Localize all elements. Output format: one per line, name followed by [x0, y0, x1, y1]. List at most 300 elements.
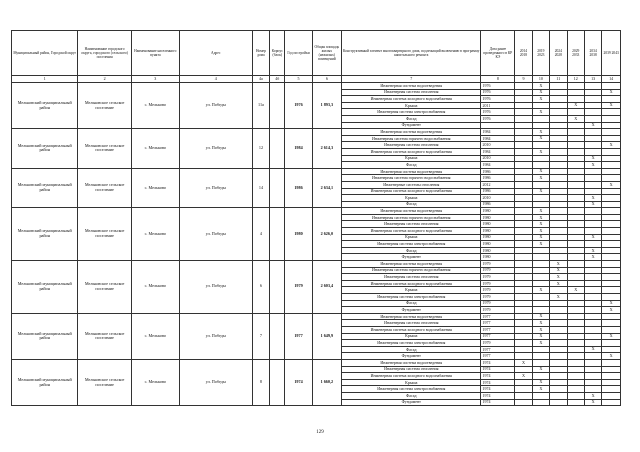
period-mark-cell: [567, 155, 584, 162]
period-mark-cell: [550, 326, 567, 333]
last-repair-cell: 1979: [481, 300, 515, 307]
last-repair-cell: 1984: [481, 148, 515, 155]
period-mark-cell: [602, 346, 621, 353]
last-repair-cell: 1974: [481, 386, 515, 393]
period-mark-cell: X: [532, 241, 549, 248]
period-mark-cell: [550, 320, 567, 327]
area-cell: 2 614,3: [312, 129, 341, 169]
period-mark-cell: [567, 208, 584, 215]
locality-cell: с. Мельково: [131, 359, 179, 405]
element-cell: Фундамент: [342, 353, 481, 360]
element-cell: Крыша: [342, 234, 481, 241]
period-mark-cell: [602, 155, 621, 162]
period-mark-cell: [550, 300, 567, 307]
build-year-cell: 1977: [285, 313, 312, 359]
last-repair-cell: 1977: [481, 326, 515, 333]
last-repair-cell: 1980: [481, 241, 515, 248]
period-mark-cell: [515, 135, 532, 142]
period-mark-cell: [532, 294, 549, 301]
period-mark-cell: [602, 254, 621, 261]
last-repair-cell: 1976: [481, 89, 515, 96]
period-mark-cell: [602, 241, 621, 248]
period-mark-cell: [567, 320, 584, 327]
period-mark-cell: [567, 214, 584, 221]
period-mark-cell: X: [584, 346, 601, 353]
period-mark-cell: [550, 313, 567, 320]
period-mark-cell: [584, 109, 601, 116]
element-cell: Инженерная система отопления: [342, 142, 481, 149]
period-mark-cell: [584, 340, 601, 347]
district-cell: Мельковский муниципальный район: [12, 168, 78, 208]
block-cell: [270, 129, 285, 169]
build-year-cell: 1974: [285, 359, 312, 405]
header-district: Муниципальный район, Городской округ: [12, 31, 78, 76]
column-number: 3: [131, 76, 179, 83]
period-mark-cell: [567, 83, 584, 90]
locality-cell: с. Мельково: [131, 208, 179, 261]
locality-cell: с. Мельково: [131, 261, 179, 314]
district-cell: Мельковский муниципальный район: [12, 261, 78, 314]
period-mark-cell: [515, 122, 532, 129]
period-mark-cell: [567, 96, 584, 103]
period-mark-cell: [550, 102, 567, 109]
period-mark-cell: [584, 261, 601, 268]
period-mark-cell: [567, 135, 584, 142]
period-mark-cell: [584, 129, 601, 136]
build-year-cell: 1984: [285, 129, 312, 169]
period-mark-cell: [602, 379, 621, 386]
period-mark-cell: [532, 254, 549, 261]
last-repair-cell: 1986: [481, 175, 515, 182]
header-row: [12, 31, 621, 76]
element-cell: Инженерная система холодного водоснабжения: [342, 373, 481, 380]
last-repair-cell: 1986: [481, 168, 515, 175]
period-mark-cell: [567, 267, 584, 274]
build-year-cell: 1976: [285, 83, 312, 129]
address-cell: ул. Победы: [179, 83, 252, 129]
last-repair-cell: 1979: [481, 307, 515, 314]
period-mark-cell: [602, 221, 621, 228]
last-repair-cell: 1979: [481, 280, 515, 287]
period-mark-cell: [550, 228, 567, 235]
period-mark-cell: X: [584, 247, 601, 254]
period-mark-cell: X: [532, 228, 549, 235]
period-mark-cell: [584, 386, 601, 393]
header-house-number: Номер дома: [252, 31, 269, 76]
period-mark-cell: X: [550, 294, 567, 301]
period-mark-cell: [584, 359, 601, 366]
address-cell: ул. Победы: [179, 168, 252, 208]
area-cell: 1 649,9: [312, 313, 341, 359]
period-mark-cell: [567, 142, 584, 149]
period-mark-cell: [567, 346, 584, 353]
period-mark-cell: [584, 208, 601, 215]
table-row: [12, 168, 621, 175]
settlement-cell: Мельковское сельское поселение: [78, 359, 131, 405]
period-mark-cell: [567, 392, 584, 399]
period-mark-cell: [584, 115, 601, 122]
period-mark-cell: X: [602, 353, 621, 360]
address-cell: ул. Победы: [179, 261, 252, 314]
last-repair-cell: 2011: [481, 102, 515, 109]
element-cell: Инженерная система электроснабжения: [342, 340, 481, 347]
period-mark-cell: X: [532, 379, 549, 386]
element-cell: Фасад: [342, 201, 481, 208]
period-mark-cell: [515, 89, 532, 96]
period-mark-cell: [515, 379, 532, 386]
element-cell: Инженерная система водоотведения: [342, 313, 481, 320]
period-mark-cell: X: [550, 267, 567, 274]
period-mark-cell: [550, 366, 567, 373]
period-mark-cell: [567, 326, 584, 333]
area-cell: 2 626,0: [312, 208, 341, 261]
period-mark-cell: X: [532, 234, 549, 241]
period-mark-cell: [550, 353, 567, 360]
period-mark-cell: [550, 333, 567, 340]
element-cell: Фундамент: [342, 254, 481, 261]
period-mark-cell: [515, 320, 532, 327]
period-mark-cell: [515, 109, 532, 116]
period-mark-cell: [550, 195, 567, 202]
period-mark-cell: X: [584, 155, 601, 162]
house-number-cell: 6: [252, 261, 269, 314]
period-mark-cell: [602, 274, 621, 281]
element-cell: Фасад: [342, 115, 481, 122]
period-mark-cell: [515, 148, 532, 155]
element-cell: Фасад: [342, 162, 481, 169]
table-body: [12, 83, 621, 406]
last-repair-cell: 1977: [481, 320, 515, 327]
period-mark-cell: [515, 366, 532, 373]
period-mark-cell: [532, 261, 549, 268]
period-mark-cell: X: [532, 313, 549, 320]
last-repair-cell: 1984: [481, 129, 515, 136]
period-mark-cell: [515, 195, 532, 202]
header-block: Корпус (блок): [270, 31, 285, 76]
header-locality: Наименование населенного пункта: [131, 31, 179, 76]
period-mark-cell: X: [567, 287, 584, 294]
period-mark-cell: X: [532, 148, 549, 155]
period-mark-cell: X: [532, 287, 549, 294]
period-mark-cell: [567, 109, 584, 116]
element-cell: Инженерная система отопления: [342, 274, 481, 281]
period-mark-cell: [584, 214, 601, 221]
period-mark-cell: [532, 307, 549, 314]
element-cell: Фасад: [342, 247, 481, 254]
period-mark-cell: [550, 346, 567, 353]
period-mark-cell: [550, 287, 567, 294]
period-mark-cell: [515, 287, 532, 294]
period-mark-cell: [567, 373, 584, 380]
element-cell: Инженерная система отопления: [342, 221, 481, 228]
period-mark-cell: [532, 392, 549, 399]
house-number-cell: 7: [252, 313, 269, 359]
period-mark-cell: [550, 373, 567, 380]
period-mark-cell: [567, 300, 584, 307]
locality-cell: с. Мельково: [131, 313, 179, 359]
period-mark-cell: [602, 313, 621, 320]
period-mark-cell: [567, 188, 584, 195]
period-mark-cell: [567, 89, 584, 96]
period-mark-cell: [532, 201, 549, 208]
period-mark-cell: [584, 135, 601, 142]
element-cell: Инженерная система электроснабжения: [342, 386, 481, 393]
column-number: 4а: [252, 76, 269, 83]
period-mark-cell: [515, 83, 532, 90]
period-mark-cell: [584, 142, 601, 149]
settlement-cell: Мельковское сельское поселение: [78, 313, 131, 359]
element-cell: Инженерная система водоотведения: [342, 83, 481, 90]
house-number-cell: 12: [252, 129, 269, 169]
period-mark-cell: X: [602, 300, 621, 307]
period-mark-cell: [550, 89, 567, 96]
period-mark-cell: [532, 142, 549, 149]
area-cell: 1 893,3: [312, 83, 341, 129]
period-mark-cell: [602, 115, 621, 122]
period-mark-cell: X: [532, 168, 549, 175]
period-mark-cell: [515, 208, 532, 215]
period-mark-cell: [515, 274, 532, 281]
element-cell: Инженерная система горячего водоснабжения: [342, 175, 481, 182]
period-mark-cell: X: [532, 109, 549, 116]
period-mark-cell: [602, 135, 621, 142]
header-address: Адрес: [179, 31, 252, 76]
period-mark-cell: [584, 89, 601, 96]
period-mark-cell: [515, 221, 532, 228]
settlement-cell: Мельковское сельское поселение: [78, 208, 131, 261]
last-repair-cell: 1977: [481, 313, 515, 320]
period-mark-cell: [515, 307, 532, 314]
period-mark-cell: X: [532, 83, 549, 90]
period-mark-cell: [532, 195, 549, 202]
column-number: 4: [179, 76, 252, 83]
last-repair-cell: 1976: [481, 96, 515, 103]
period-mark-cell: X: [532, 333, 549, 340]
period-mark-cell: [584, 373, 601, 380]
period-mark-cell: [515, 168, 532, 175]
period-mark-cell: [567, 254, 584, 261]
build-year-cell: 1986: [285, 168, 312, 208]
period-mark-cell: [532, 155, 549, 162]
period-mark-cell: [567, 399, 584, 406]
capital-repair-table: [11, 30, 621, 406]
period-mark-cell: [602, 228, 621, 235]
period-mark-cell: X: [532, 386, 549, 393]
period-mark-cell: [584, 307, 601, 314]
period-mark-cell: [550, 392, 567, 399]
period-mark-cell: X: [584, 399, 601, 406]
last-repair-cell: 1974: [481, 366, 515, 373]
period-mark-cell: X: [532, 175, 549, 182]
last-repair-cell: 1976: [481, 109, 515, 116]
column-number: 8: [481, 76, 515, 83]
period-mark-cell: [515, 353, 532, 360]
period-mark-cell: [602, 392, 621, 399]
period-mark-cell: [567, 168, 584, 175]
period-mark-cell: [602, 148, 621, 155]
period-mark-cell: [584, 287, 601, 294]
last-repair-cell: 1974: [481, 392, 515, 399]
element-cell: Инженерная система водоотведения: [342, 208, 481, 215]
period-mark-cell: X: [584, 392, 601, 399]
period-mark-cell: [515, 254, 532, 261]
period-mark-cell: [550, 142, 567, 149]
area-cell: 2 634,1: [312, 168, 341, 208]
header-period-5: 2034 2038: [584, 31, 601, 76]
period-mark-cell: X: [532, 326, 549, 333]
period-mark-cell: [532, 353, 549, 360]
element-cell: Инженерная система водоотведения: [342, 129, 481, 136]
period-mark-cell: [584, 280, 601, 287]
period-mark-cell: [584, 379, 601, 386]
period-mark-cell: [567, 148, 584, 155]
last-repair-cell: 1974: [481, 373, 515, 380]
column-number: 13: [584, 76, 601, 83]
period-mark-cell: [567, 333, 584, 340]
last-repair-cell: 1980: [481, 214, 515, 221]
last-repair-cell: 1977: [481, 346, 515, 353]
period-mark-cell: [550, 175, 567, 182]
element-cell: Крыша: [342, 287, 481, 294]
period-mark-cell: [550, 129, 567, 136]
period-mark-cell: [602, 373, 621, 380]
build-year-cell: 1979: [285, 261, 312, 314]
period-mark-cell: [567, 353, 584, 360]
last-repair-cell: 1979: [481, 340, 515, 347]
period-mark-cell: [567, 307, 584, 314]
period-mark-cell: [567, 241, 584, 248]
period-mark-cell: X: [515, 359, 532, 366]
period-mark-cell: [602, 188, 621, 195]
element-cell: Фундамент: [342, 122, 481, 129]
period-mark-cell: X: [602, 89, 621, 96]
column-number: 9: [515, 76, 532, 83]
address-cell: ул. Победы: [179, 359, 252, 405]
period-mark-cell: [567, 313, 584, 320]
period-mark-cell: [584, 300, 601, 307]
period-mark-cell: X: [550, 280, 567, 287]
period-mark-cell: X: [532, 208, 549, 215]
district-cell: Мельковский муниципальный район: [12, 313, 78, 359]
element-cell: Фасад: [342, 392, 481, 399]
period-mark-cell: [550, 340, 567, 347]
period-mark-cell: [602, 287, 621, 294]
period-mark-cell: [584, 294, 601, 301]
period-mark-cell: [602, 359, 621, 366]
period-mark-cell: [567, 294, 584, 301]
period-mark-cell: [515, 294, 532, 301]
last-repair-cell: 1986: [481, 201, 515, 208]
element-cell: Инженерная система водоотведения: [342, 168, 481, 175]
period-mark-cell: [550, 168, 567, 175]
last-repair-cell: 1979: [481, 261, 515, 268]
period-mark-cell: [515, 115, 532, 122]
period-mark-cell: [515, 267, 532, 274]
last-repair-cell: 1976: [481, 115, 515, 122]
last-repair-cell: 1979: [481, 294, 515, 301]
block-cell: [270, 261, 285, 314]
period-mark-cell: [602, 195, 621, 202]
period-mark-cell: [567, 195, 584, 202]
period-mark-cell: [532, 102, 549, 109]
last-repair-cell: 1980: [481, 228, 515, 235]
period-mark-cell: [532, 162, 549, 169]
period-mark-cell: [515, 333, 532, 340]
period-mark-cell: [515, 326, 532, 333]
element-cell: Инженерная система холодного водоснабжения: [342, 188, 481, 195]
column-number: 11: [550, 76, 567, 83]
period-mark-cell: [532, 373, 549, 380]
period-mark-cell: [567, 162, 584, 169]
period-mark-cell: [584, 333, 601, 340]
period-mark-cell: [602, 129, 621, 136]
period-mark-cell: [584, 168, 601, 175]
period-mark-cell: X: [532, 188, 549, 195]
last-repair-cell: 1974: [481, 359, 515, 366]
period-mark-cell: X: [584, 234, 601, 241]
period-mark-cell: X: [602, 333, 621, 340]
last-repair-cell: 2010: [481, 155, 515, 162]
period-mark-cell: X: [567, 102, 584, 109]
period-mark-cell: [550, 148, 567, 155]
period-mark-cell: X: [550, 261, 567, 268]
period-mark-cell: [550, 188, 567, 195]
table-row: [12, 129, 621, 136]
period-mark-cell: [567, 129, 584, 136]
period-mark-cell: [532, 247, 549, 254]
last-repair-cell: 2010: [481, 142, 515, 149]
period-mark-cell: X: [602, 307, 621, 314]
period-mark-cell: [602, 214, 621, 221]
period-mark-cell: [584, 267, 601, 274]
period-mark-cell: [567, 366, 584, 373]
element-cell: Инженерная система холодного водоснабжения: [342, 228, 481, 235]
last-repair-cell: 1980: [481, 254, 515, 261]
period-mark-cell: [567, 247, 584, 254]
period-mark-cell: X: [532, 320, 549, 327]
address-cell: ул. Победы: [179, 313, 252, 359]
period-mark-cell: [550, 109, 567, 116]
period-mark-cell: [584, 175, 601, 182]
period-mark-cell: X: [515, 373, 532, 380]
period-mark-cell: [515, 399, 532, 406]
period-mark-cell: X: [584, 195, 601, 202]
period-mark-cell: X: [584, 254, 601, 261]
period-mark-cell: [550, 359, 567, 366]
period-mark-cell: [567, 379, 584, 386]
period-mark-cell: X: [567, 115, 584, 122]
period-mark-cell: [515, 96, 532, 103]
period-mark-cell: [602, 175, 621, 182]
column-number: 2: [78, 76, 131, 83]
period-mark-cell: [602, 96, 621, 103]
period-mark-cell: [532, 280, 549, 287]
last-repair-cell: 2010: [481, 195, 515, 202]
period-mark-cell: [584, 221, 601, 228]
element-cell: Инженерная система электроснабжения: [342, 241, 481, 248]
district-cell: Мельковский муниципальный район: [12, 208, 78, 261]
period-mark-cell: [584, 96, 601, 103]
period-mark-cell: [602, 340, 621, 347]
period-mark-cell: [550, 122, 567, 129]
block-cell: [270, 208, 285, 261]
last-repair-cell: 1979: [481, 274, 515, 281]
period-mark-cell: [550, 386, 567, 393]
period-mark-cell: [584, 274, 601, 281]
period-mark-cell: [602, 294, 621, 301]
element-cell: Крыша: [342, 195, 481, 202]
period-mark-cell: [515, 280, 532, 287]
